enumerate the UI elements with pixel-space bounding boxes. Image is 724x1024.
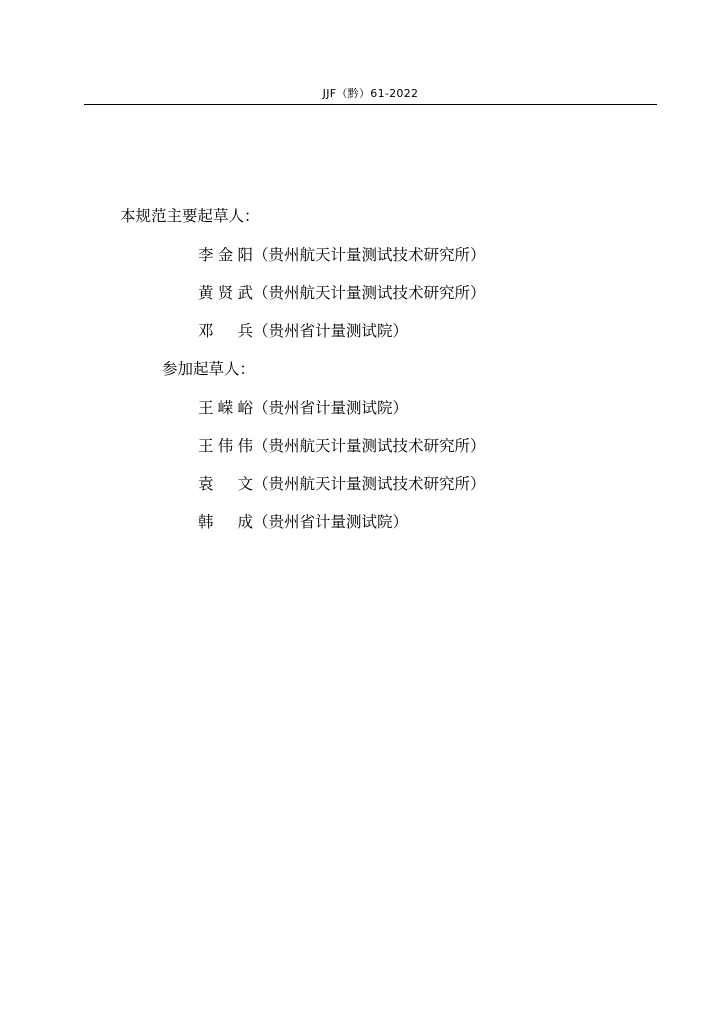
drafter-entry (198, 510, 408, 534)
drafter-entry (198, 243, 486, 267)
drafter-org: （贵州省计量测试院） (253, 513, 409, 531)
drafter-name: 王嵘峪 (198, 399, 253, 417)
drafter-name: 李金阳 (198, 246, 253, 264)
drafter-org: （贵州航天计量测试技术研究所） (253, 246, 486, 264)
drafter-org: （贵州航天计量测试技术研究所） (253, 437, 486, 455)
drafter-name: 袁文 (198, 475, 253, 493)
drafter-name: 韩成 (198, 513, 253, 531)
participating-drafters-heading: 参加起草人： (162, 360, 256, 378)
drafter-name: 黄贤武 (198, 284, 253, 302)
main-drafters-heading: 本规范主要起草人： (120, 207, 260, 225)
standard-code: JJF（黔）61-2022 (322, 87, 419, 100)
drafter-entry (198, 319, 408, 343)
drafter-entry (198, 434, 486, 458)
drafter-entry (198, 396, 408, 420)
drafter-org: （贵州航天计量测试技术研究所） (253, 475, 486, 493)
drafter-name: 邓兵 (198, 322, 253, 340)
drafter-org: （贵州航天计量测试技术研究所） (253, 284, 486, 302)
drafter-entry (198, 472, 486, 496)
drafter-org: （贵州省计量测试院） (253, 399, 409, 417)
page-header (84, 84, 657, 105)
drafter-name: 王伟伟 (198, 437, 253, 455)
drafter-entry (198, 281, 486, 305)
drafter-org: （贵州省计量测试院） (253, 322, 409, 340)
